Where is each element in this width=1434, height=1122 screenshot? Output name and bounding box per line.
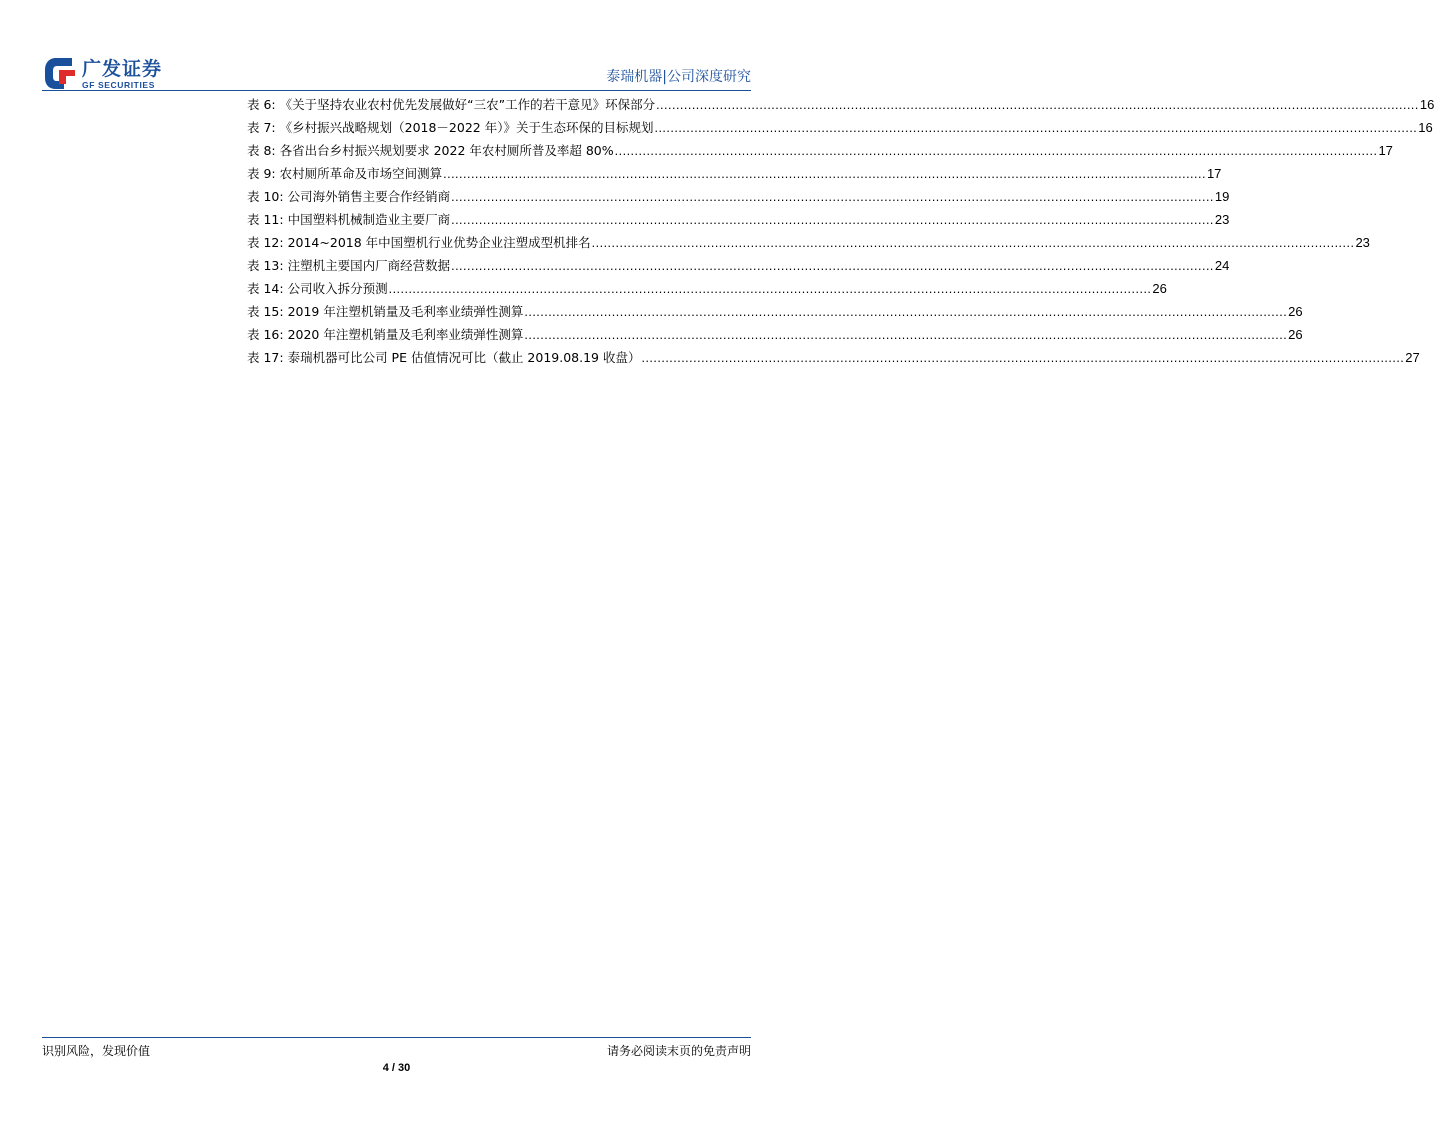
toc-entry-label: 表 17:: [247, 350, 284, 365]
toc-entry-title[interactable]: 《关于坚持农业农村优先发展做好“三农”工作的若干意见》环保部分: [279, 97, 656, 112]
toc-entry[interactable]: [247, 300, 1303, 323]
toc-entry-page[interactable]: 17: [1206, 166, 1222, 181]
toc-entry-title[interactable]: 农村厕所革命及市场空间测算: [279, 166, 443, 181]
toc-entry-page[interactable]: 19: [1214, 189, 1230, 204]
toc-entry[interactable]: [247, 93, 1434, 116]
toc-entry-page[interactable]: 16: [1419, 97, 1434, 112]
toc-entry-page[interactable]: 16: [1418, 120, 1433, 135]
toc-leader-dots: [641, 347, 1404, 370]
toc-entry[interactable]: [247, 208, 1230, 231]
toc-entry-title[interactable]: 各省出台乡村振兴规划要求 2022 年农村厕所普及率超 80%: [279, 143, 614, 158]
toc-entry-title[interactable]: 公司海外销售主要合作经销商: [287, 189, 451, 204]
toc-entry-label: 表 13:: [247, 258, 284, 273]
header-divider: [42, 90, 751, 91]
toc-entry[interactable]: [247, 346, 1420, 369]
toc-entry-label: 表 8:: [247, 143, 276, 158]
toc-entry[interactable]: [247, 185, 1230, 208]
toc-entry[interactable]: [247, 162, 1222, 185]
toc-leader-dots: [389, 278, 1152, 301]
toc-leader-dots: [592, 232, 1355, 255]
toc-leader-dots: [524, 324, 1287, 347]
toc-leader-dots: [615, 140, 1378, 163]
toc-entry[interactable]: [247, 116, 1433, 139]
toc-entry-page[interactable]: 23: [1214, 212, 1230, 227]
toc-leader-dots: [656, 94, 1419, 117]
toc-entry-title[interactable]: 2019 年注塑机销量及毛利率业绩弹性测算: [287, 304, 524, 319]
toc-leader-dots: [443, 163, 1206, 186]
toc-entry-page[interactable]: 23: [1355, 235, 1370, 250]
table-of-contents: [247, 93, 1434, 369]
toc-leader-dots: [451, 209, 1214, 232]
logo-chinese-text: 广发证券: [82, 58, 163, 80]
toc-entry-label: 表 9:: [247, 166, 276, 181]
toc-entry-label: 表 7:: [247, 120, 276, 135]
toc-entry-page[interactable]: 26: [1288, 327, 1303, 342]
toc-entry[interactable]: [247, 323, 1303, 346]
toc-entry-page[interactable]: 26: [1152, 281, 1167, 296]
footer-disclaimer-notice: 请务必阅读末页的免责声明: [606, 1044, 751, 1058]
toc-entry-label: 表 12:: [247, 235, 284, 250]
footer-slogan: 识别风险，发现价值: [42, 1044, 151, 1058]
toc-leader-dots: [524, 301, 1287, 324]
toc-entry[interactable]: [247, 139, 1393, 162]
toc-entry-page[interactable]: 26: [1288, 304, 1303, 319]
toc-entry-page[interactable]: 24: [1214, 258, 1230, 273]
footer-divider: [42, 1037, 751, 1038]
page-number: 4 / 30: [382, 1062, 411, 1074]
toc-entry[interactable]: [247, 231, 1370, 254]
toc-entry-title[interactable]: 泰瑞机器可比公司 PE 估值情况可比（截止 2019.08.19 收盘）: [287, 350, 641, 365]
toc-entry-title[interactable]: 中国塑料机械制造业主要厂商: [287, 212, 451, 227]
gf-logo-mark-icon: [42, 54, 78, 92]
toc-entry[interactable]: [247, 254, 1230, 277]
toc-entry-page[interactable]: 27: [1405, 350, 1420, 365]
logo-english-text: GF SECURITIES: [82, 80, 155, 90]
toc-entry-title[interactable]: 注塑机主要国内厂商经营数据: [287, 258, 451, 273]
toc-entry-title[interactable]: 2020 年注塑机销量及毛利率业绩弹性测算: [287, 327, 524, 342]
toc-entry-label: 表 10:: [247, 189, 284, 204]
toc-entry-label: 表 16:: [247, 327, 284, 342]
toc-leader-dots: [451, 255, 1214, 278]
toc-entry-title[interactable]: 公司收入拆分预测: [287, 281, 388, 296]
toc-entry-title[interactable]: 2014~2018 年中国塑机行业优势企业注塑成型机排名: [287, 235, 591, 250]
toc-leader-dots: [451, 186, 1214, 209]
toc-entry-title[interactable]: 《乡村振兴战略规划（2018－2022 年）》关于生态环保的目标规划: [279, 120, 654, 135]
toc-leader-dots: [654, 117, 1417, 140]
report-title: 泰瑞机器|公司深度研究: [606, 69, 751, 85]
toc-entry-label: 表 14:: [247, 281, 284, 296]
toc-entry[interactable]: [247, 277, 1167, 300]
toc-entry-label: 表 11:: [247, 212, 284, 227]
toc-entry-label: 表 15:: [247, 304, 284, 319]
toc-entry-label: 表 6:: [247, 97, 276, 112]
toc-entry-page[interactable]: 17: [1378, 143, 1393, 158]
